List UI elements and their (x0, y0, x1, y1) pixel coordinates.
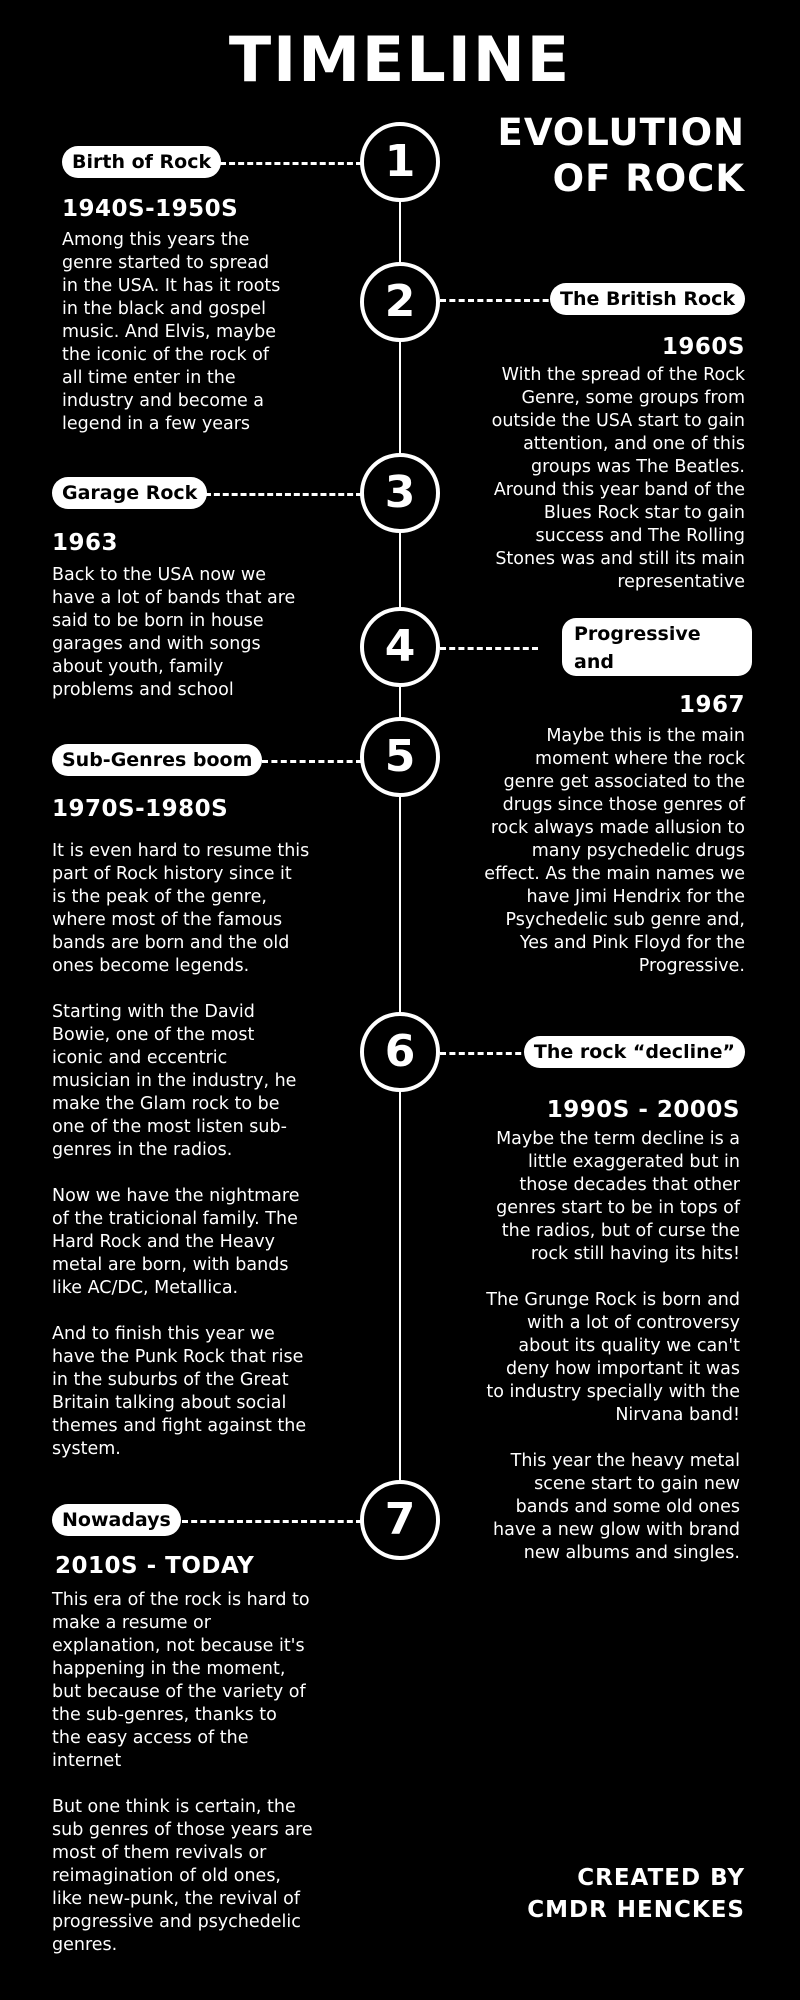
connector-7 (182, 1520, 362, 1523)
page-title: TIMELINE (228, 23, 572, 96)
event-period-2: 1960S (661, 334, 745, 360)
timeline-marker-4: 4 (360, 607, 440, 687)
timeline-marker-3: 3 (360, 453, 440, 533)
event-description-6: Maybe the term decline is a little exaggerated but in those decades that other genres start to be in tops of the radios, but of curse the rock still having its hits! The Grunge Rock is born and with a lot of controversy about its quality we can't deny how important it was to industry specially with the Nirvana band! This year the heavy metal scene start to gain new bands and some old ones have a new glow with brand new albums and singles. (486, 1129, 740, 1563)
event-label-7: Nowadays (52, 1504, 181, 1536)
event-period-6: 1990S - 2000S (546, 1097, 740, 1123)
event-label-5: Sub-Genres boom (52, 744, 262, 776)
event-period-3: 1963 (52, 530, 119, 556)
connector-1 (220, 162, 362, 165)
timeline-line (399, 160, 401, 1500)
connector-5 (262, 760, 362, 763)
event-label-1: Birth of Rock (62, 146, 221, 178)
event-label-4: Progressive and Psychedelic Rock (562, 618, 752, 676)
event-description-1: Among this years the genre started to spread in the USA. It has it roots in the black and gospel music. And Elvis, maybe the iconic of the rock of all time enter in the industry and become a legend in a few years (62, 230, 281, 434)
connector-4 (440, 647, 538, 650)
event-description-7: This era of the rock is hard to make a resume or explanation, not because it's happening in the moment, but because of the variety of the sub-genres, thanks to the easy access of the internet But one think is certain, the sub genres of those years are most of them revivals or reimagination of old ones, like new-punk, the revival of progressive and psychedelic genres. (52, 1590, 313, 1955)
event-description-2: With the spread of the Rock Genre, some groups from outside the USA start to gain attention, and one of this groups was The Beatles. Around this year band of the Blues Rock star to gain success and The Rolling Stones was and still its main representative (491, 365, 745, 592)
timeline-marker-5: 5 (360, 717, 440, 797)
event-period-7: 2010S - TODAY (55, 1553, 255, 1579)
event-label-6: The rock “decline” (524, 1036, 745, 1068)
page-subtitle: EVOLUTION OF ROCK (497, 111, 745, 200)
event-period-5: 1970S-1980S (52, 796, 229, 822)
timeline-marker-2: 2 (360, 262, 440, 342)
event-label-2: The British Rock (550, 283, 745, 315)
event-period-4: 1967 (678, 692, 745, 718)
connector-3 (205, 493, 362, 496)
event-description-4: Maybe this is the main moment where the rock genre get associated to the drugs since those genres of rock always made allusion to many psychedelic drugs effect. As the main names we have Jimi Hendrix for the Psychedelic sub genre and, Yes and Pink Floyd for the Progressive. (484, 726, 745, 976)
event-description-3: Back to the USA now we have a lot of bands that are said to be born in house garages and with songs about youth, family problems and school (52, 565, 296, 700)
connector-2 (440, 299, 558, 302)
event-period-1: 1940S-1950S (62, 196, 239, 222)
timeline-marker-6: 6 (360, 1012, 440, 1092)
timeline-marker-1: 1 (360, 122, 440, 202)
event-description-5: It is even hard to resume this part of Rock history since it is the peak of the genre, where most of the famous bands are born and the old ones become legends. Starting with the David Bowie, one of the most iconic and eccentric musician in the industry, he make the Glam rock to be one of the most listen sub- genres in the radios. Now we have the nightmare of the traticional family. The Hard Rock and the Heavy metal are born, with bands like AC/DC, Metallica. And to finish this year we have the Punk Rock that rise in the suburbs of the Great Britain talking about social themes and fight against the system. (52, 841, 310, 1459)
event-label-3: Garage Rock (52, 477, 207, 509)
timeline-marker-7: 7 (360, 1480, 440, 1560)
credit-text: CREATED BY CMDR HENCKES (527, 1865, 745, 1923)
